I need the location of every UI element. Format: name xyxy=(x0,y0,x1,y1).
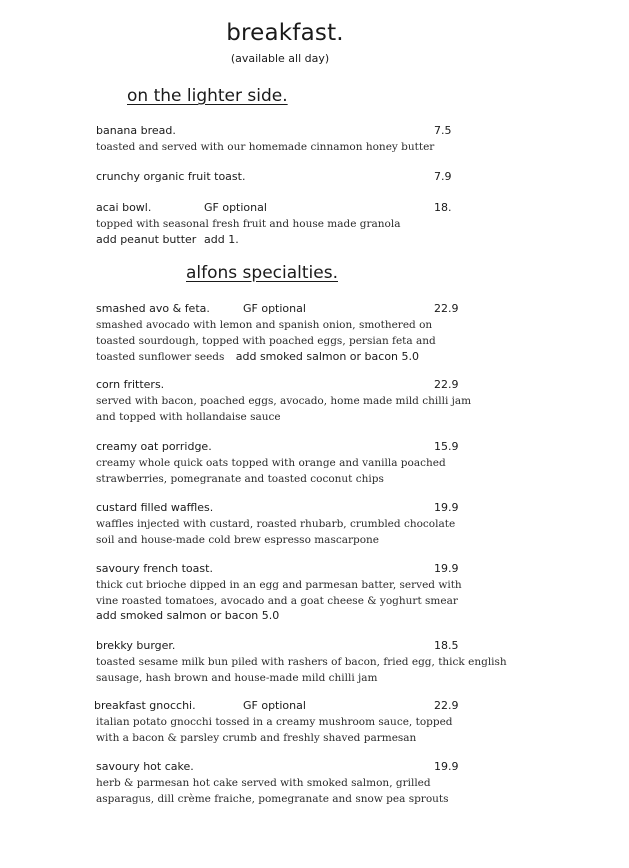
menu-item-fruit-toast xyxy=(96,170,476,186)
item-description-line: vine roasted tomatoes, avocado and a goat cheese & yoghurt smear xyxy=(96,594,458,607)
menu-item-acai-bowl xyxy=(96,201,476,249)
item-description-line: creamy whole quick oats topped with orange and vanilla poached xyxy=(96,457,446,469)
item-price: 22.9 xyxy=(434,378,459,391)
item-price: 22.9 xyxy=(434,302,459,315)
item-name: creamy oat porridge. xyxy=(96,440,212,453)
item-description-line: smashed avocado with lemon and spanish onion, smothered on xyxy=(96,319,433,331)
item-description: topped with seasonal fresh fruit and house made granola xyxy=(96,218,401,230)
item-name: smashed avo & feta. xyxy=(96,302,210,315)
item-description-line: herb & parmesan hot cake served with smoked salmon, grilled xyxy=(96,777,431,789)
item-description-line: soil and house-made cold brew espresso mascarpone xyxy=(96,533,380,546)
item-description: toasted and served with our homemade cinnamon honey butter xyxy=(96,141,435,153)
item-description-line xyxy=(96,349,476,366)
description-text: toasted sunflower seeds xyxy=(96,351,225,364)
item-price: 19.9 xyxy=(434,562,459,575)
menu-item-oat-porridge xyxy=(96,440,476,487)
item-name: breakfast gnocchi. xyxy=(94,699,196,712)
addon-price: add 1. xyxy=(204,232,239,246)
menu-subtitle: (available all day) xyxy=(230,52,330,65)
menu-item-corn-fritters xyxy=(96,378,476,425)
menu-item-breakfast-gnocchi xyxy=(96,699,476,746)
item-description-line: asparagus, dill crème fraiche, pomegranate and snow pea sprouts xyxy=(96,792,449,805)
menu-item-brekky-burger xyxy=(96,639,507,686)
item-description-line: toasted sourdough, topped with poached eggs, persian feta and xyxy=(96,334,436,347)
item-name: savoury french toast. xyxy=(96,562,213,575)
gf-badge: GF optional xyxy=(243,302,306,315)
item-description-line: strawberries, pomegranate and toasted coconut chips xyxy=(96,472,384,485)
item-name: crunchy organic fruit toast. xyxy=(96,170,246,183)
item-description-line: thick cut brioche dipped in an egg and parmesan batter, served with xyxy=(96,579,462,591)
item-name: savoury hot cake. xyxy=(96,760,194,773)
item-name: corn fritters. xyxy=(96,378,165,391)
item-name: custard filled waffles. xyxy=(96,501,214,514)
item-name: brekky burger. xyxy=(96,639,176,652)
item-addon: add smoked salmon or bacon 5.0 xyxy=(96,609,280,623)
item-price: 19.9 xyxy=(434,501,459,514)
item-description-line: toasted sesame milk bun piled with rashers of bacon, fried egg, thick english xyxy=(96,656,507,668)
item-price: 7.9 xyxy=(434,170,452,183)
item-description-line: italian potato gnocchi tossed in a creamy mushroom sauce, topped xyxy=(96,716,453,728)
menu-item-smashed-avo xyxy=(96,302,476,366)
item-description-line: waffles injected with custard, roasted rhubarb, crumbled chocolate xyxy=(96,518,456,530)
item-price: 7.5 xyxy=(434,124,452,137)
item-price: 18.5 xyxy=(434,639,459,652)
item-price: 18. xyxy=(434,201,452,214)
item-price: 22.9 xyxy=(434,699,459,712)
inline-addon: add smoked salmon or bacon 5.0 xyxy=(235,350,420,364)
menu-title: breakfast. xyxy=(226,20,344,46)
menu-item-french-toast xyxy=(96,562,476,625)
item-description-line: sausage, hash brown and house-made mild chilli jam xyxy=(96,671,378,684)
menu-item-custard-waffles xyxy=(96,501,476,548)
gf-badge: GF optional xyxy=(243,699,306,712)
menu-item-hot-cake xyxy=(96,760,476,807)
item-price: 19.9 xyxy=(434,760,459,773)
section-heading-specialties: alfons specialties. xyxy=(186,263,338,283)
gf-badge: GF optional xyxy=(204,201,267,214)
item-name: banana bread. xyxy=(96,124,176,137)
item-price: 15.9 xyxy=(434,440,459,453)
section-heading-lighter-side: on the lighter side. xyxy=(127,86,288,106)
item-description-line: with a bacon & parsley crumb and freshly shaved parmesan xyxy=(96,731,417,744)
item-addon xyxy=(96,233,476,249)
addon-label: add peanut butter xyxy=(96,232,197,246)
item-description-line: served with bacon, poached eggs, avocado, home made mild chilli jam xyxy=(96,395,472,407)
item-name: acai bowl. xyxy=(96,201,152,214)
menu-item-banana-bread xyxy=(96,124,476,156)
item-description-line: and topped with hollandaise sauce xyxy=(96,410,281,423)
